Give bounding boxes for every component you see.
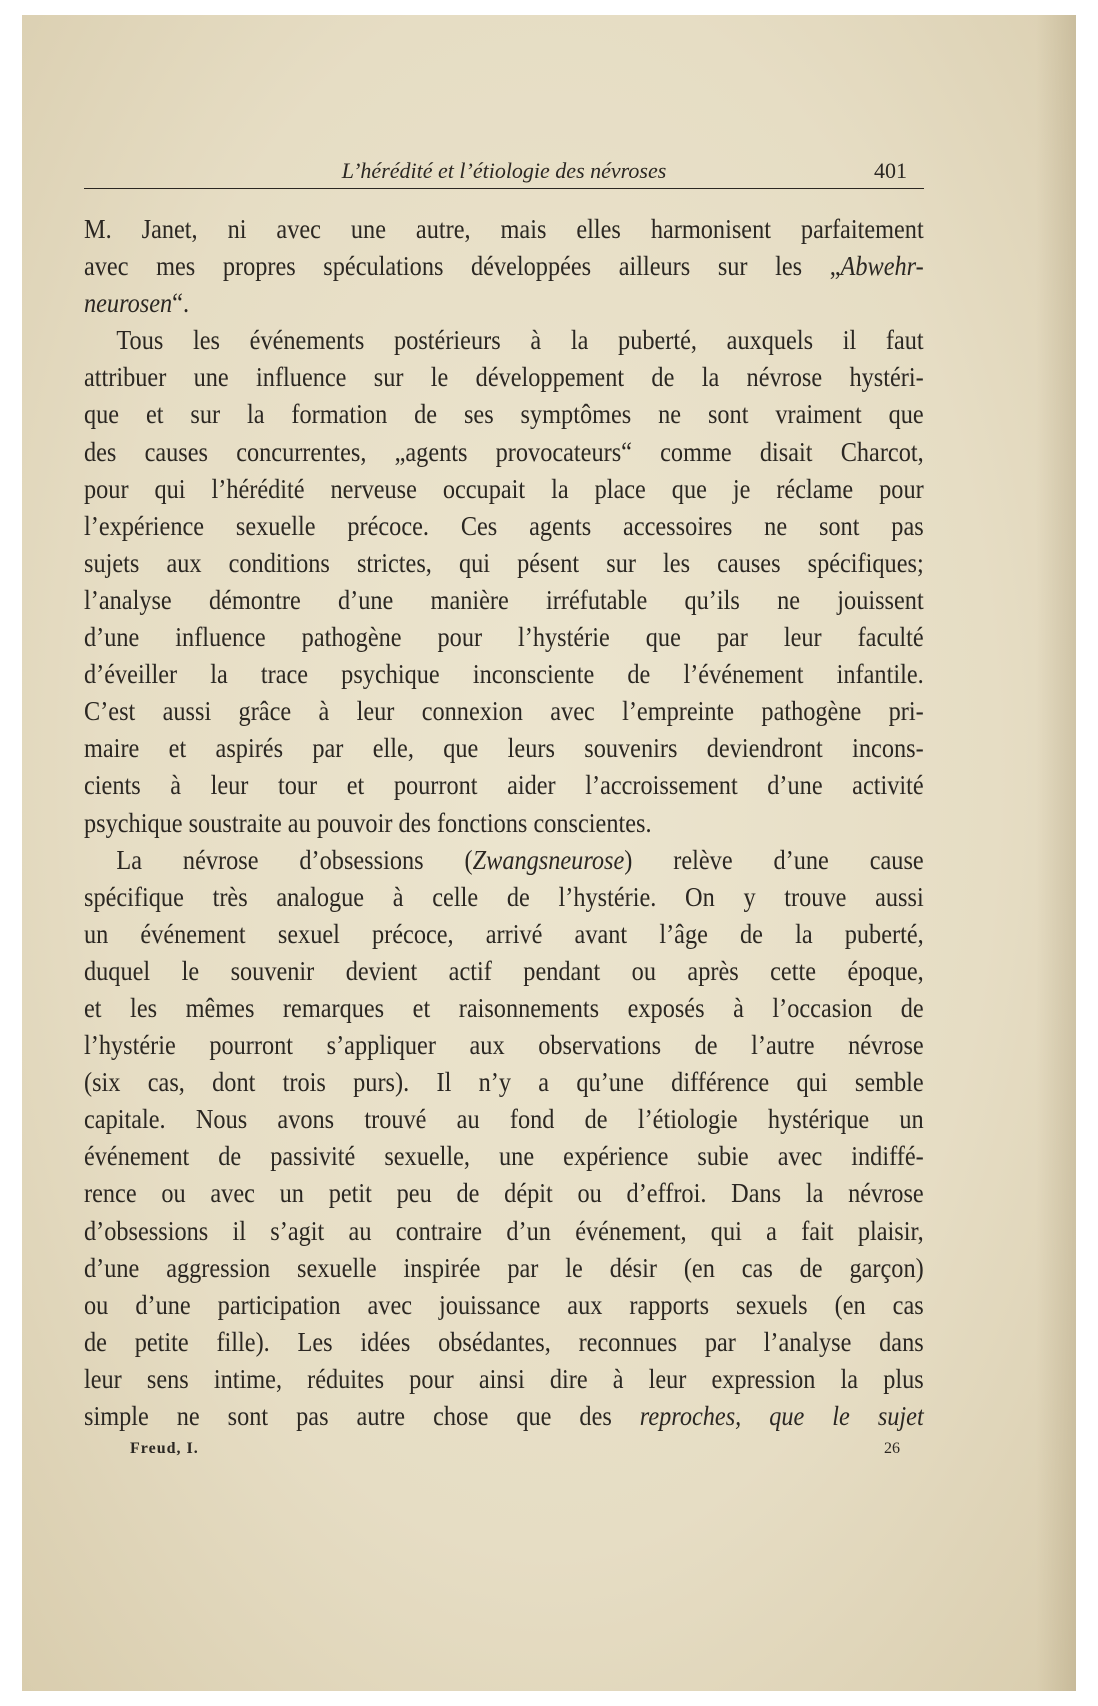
text-line (84, 545, 924, 582)
text-line (84, 842, 924, 879)
text-segment: cients à leur tour et pourront aider l’accroissement d’une activité (84, 770, 924, 801)
text-line (84, 1324, 924, 1361)
text-segment: La névrose d’obsessions ( (116, 844, 473, 875)
text-line (84, 953, 924, 990)
text-line (84, 1138, 924, 1175)
text-segment: spécifique très analogue à celle de l’hystérie. On y trouve aussi (84, 881, 924, 912)
text-line (84, 656, 924, 693)
text-segment: de petite fille). Les idées obsédantes, reconnues par l’analyse dans (84, 1326, 924, 1357)
text-line (84, 619, 924, 656)
text-line (84, 359, 924, 396)
page-number: 401 (874, 158, 907, 183)
body-text (84, 211, 1017, 1435)
text-line (84, 322, 924, 359)
text-segment: des causes concurrentes, „agents provocateurs“ comme disait Charcot, (84, 436, 924, 467)
text-segment: l’analyse démontre d’une manière irréfutable qu’ils ne jouissent (84, 584, 924, 615)
text-segment: l’hystérie pourront s’appliquer aux observations de l’autre névrose (84, 1030, 924, 1061)
italic-text: reproches, (639, 1401, 742, 1431)
text-line (84, 471, 924, 508)
text-line (84, 767, 924, 804)
text-segment (741, 1401, 769, 1431)
text-line (84, 1064, 924, 1101)
text-segment: que et sur la formation de ses symptômes ne sont vraiment que (84, 399, 924, 430)
text-segment: ) relève d’une cause (624, 844, 924, 875)
text-line (84, 990, 924, 1027)
header-rule (84, 188, 924, 189)
text-segment: avec mes propres spéculations développées ailleurs sur les „ (84, 251, 841, 282)
text-segment: un événement sexuel précoce, arrivé avant l’âge de la puberté, (84, 918, 924, 949)
text-line (84, 1027, 924, 1064)
text-segment: pour qui l’hérédité nerveuse occupait la place que je réclame pour (84, 473, 924, 504)
text-line (84, 805, 924, 842)
text-line (84, 1101, 924, 1138)
text-segment: d’une aggression sexuelle inspirée par le désir (en cas de garçon) (84, 1252, 924, 1283)
book-page (22, 15, 1076, 1691)
text-segment: sujets aux conditions strictes, qui pésent sur les causes spécifiques; (84, 547, 924, 578)
text-segment: d’obsessions il s’agit au contraire d’un événement, qui a fait plaisir, (84, 1215, 924, 1246)
text-segment: ou d’une participation avec jouissance aux rapports sexuels (en cas (84, 1289, 924, 1320)
text-segment: capitale. Nous avons trouvé au fond de l’étiologie hystérique un (84, 1104, 924, 1135)
italic-text: neurosen (84, 288, 173, 319)
running-header-title: L’hérédité et l’étiologie des névroses (341, 158, 667, 183)
text-segment: événement de passivité sexuelle, une expérience subie avec indiffé- (84, 1141, 924, 1172)
text-line (84, 248, 924, 285)
text-line (84, 730, 924, 767)
text-line (84, 396, 924, 433)
text-line (84, 879, 924, 916)
text-segment: maire et aspirés par elle, que leurs souvenirs deviendront incons- (84, 733, 924, 764)
text-line (84, 1287, 924, 1324)
text-segment: rence ou avec un petit peu de dépit ou d’effroi. Dans la névrose (84, 1178, 924, 1209)
text-segment: leur sens intime, réduites pour ainsi dire à leur expression la plus (84, 1363, 924, 1394)
text-segment: attribuer une influence sur le développement de la névrose hystéri- (84, 362, 924, 393)
text-segment: Tous les événements postérieurs à la puberté, auxquels il faut (116, 325, 924, 356)
text-line (84, 1250, 924, 1287)
text-segment: et les mêmes remarques et raisonnements exposés à l’occasion de (84, 992, 924, 1023)
footer-sheet-number: 26 (884, 1440, 900, 1457)
text-segment: (six cas, dont trois purs). Il n’y a qu’une différence qui semble (84, 1067, 924, 1098)
text-line (84, 1175, 924, 1212)
text-segment: simple ne sont pas autre chose que des (84, 1401, 640, 1431)
text-line (84, 508, 924, 545)
italic-text: que le sujet (769, 1401, 924, 1431)
italic-text: Abwehr- (840, 251, 924, 282)
footer-signature: Freud, I. (130, 1440, 199, 1457)
text-line (84, 434, 924, 471)
text-segment: C’est aussi grâce à leur connexion avec l’empreinte pathogène pri- (84, 696, 924, 727)
text-segment: d’une influence pathogène pour l’hystérie que par leur faculté (84, 622, 924, 653)
text-line (84, 693, 924, 730)
text-line (84, 1213, 924, 1250)
text-line (84, 582, 924, 619)
text-line (84, 285, 924, 322)
text-segment: psychique soustraite au pouvoir des fonctions conscientes. (84, 807, 652, 838)
text-segment: duquel le souvenir devient actif pendant ou après cette époque, (84, 955, 924, 986)
text-line (84, 1361, 924, 1398)
text-segment: l’expérience sexuelle précoce. Ces agents accessoires ne sont pas (84, 510, 924, 541)
italic-text: Zwangsneurose (472, 844, 625, 875)
text-line (84, 211, 924, 248)
text-segment: “. (172, 288, 190, 319)
text-line (84, 916, 924, 953)
text-segment: d’éveiller la trace psychique inconsciente de l’événement infantile. (84, 659, 924, 690)
text-line (84, 1398, 924, 1435)
text-segment: M. Janet, ni avec une autre, mais elles harmonisent parfaitement (84, 214, 924, 244)
